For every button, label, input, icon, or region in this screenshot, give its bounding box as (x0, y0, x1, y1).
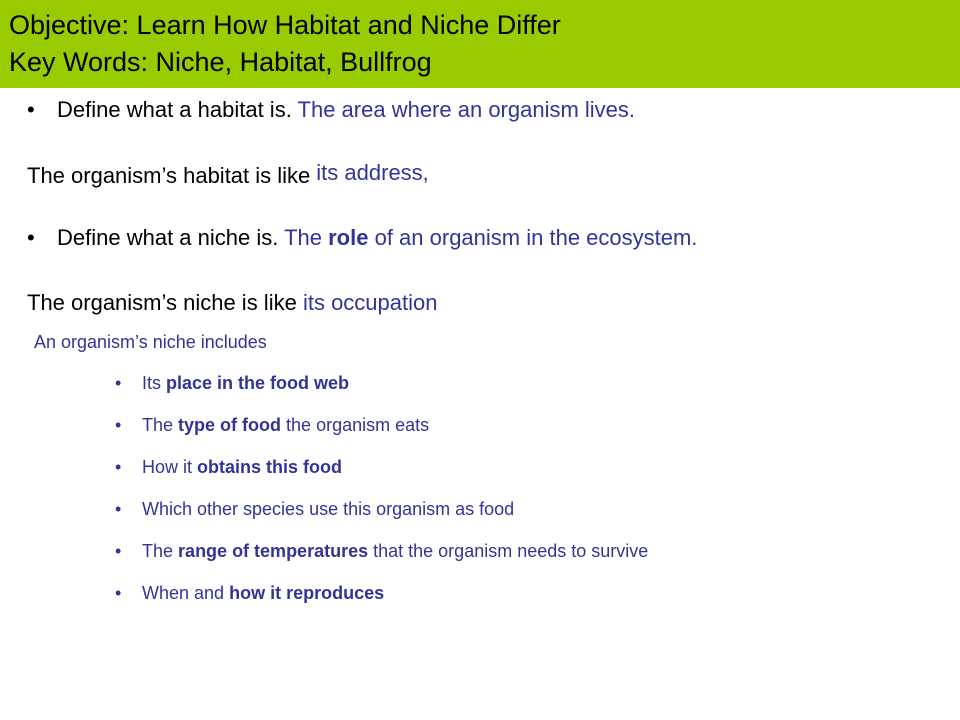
bullet-icon: • (27, 97, 35, 122)
bullet-icon: • (115, 415, 122, 435)
list-item-post: that the organism needs to survive (373, 541, 649, 561)
habitat-like-text: The organism’s habitat is like (27, 163, 311, 188)
list-item-bold: place in the food web (166, 373, 350, 393)
niche-answer: The role of an organism in the ecosystem. (284, 225, 698, 250)
bullet-icon: • (115, 373, 122, 393)
list-item-bold: obtains this food (197, 457, 343, 477)
list-item (115, 414, 648, 436)
habitat-analogy (27, 160, 429, 189)
habitat-like-answer: its address, (316, 160, 429, 185)
list-item-bold: range of temperatures (178, 541, 369, 561)
niche-definition (27, 225, 697, 251)
slide-title: Objective: Learn How Habitat and Niche Differ (9, 10, 561, 40)
bullet-icon: • (115, 457, 122, 477)
list-item-pre: How it (142, 457, 193, 477)
list-item-post: the organism eats (286, 415, 430, 435)
niche-analogy (27, 290, 437, 316)
bullet-icon: • (115, 541, 122, 561)
niche-question: Define what a niche is. (57, 225, 279, 250)
niche-like-answer: its occupation (302, 290, 438, 315)
bullet-icon: • (115, 583, 122, 603)
list-item-pre: When and (142, 583, 225, 603)
list-item-pre: Which other species use this organism as food (142, 499, 515, 519)
list-item (115, 540, 648, 562)
list-item-bold: type of food (178, 415, 282, 435)
list-item-pre: Its (142, 373, 162, 393)
list-item-pre: The (142, 415, 174, 435)
key-words: Key Words: Niche, Habitat, Bullfrog (9, 47, 432, 77)
habitat-answer: The area where an organism lives. (297, 97, 636, 122)
niche-answer-bold: role (328, 225, 369, 250)
niche-includes-list (115, 372, 648, 624)
list-item-bold: how it reproduces (229, 583, 385, 603)
list-item (115, 582, 648, 604)
bullet-icon: • (115, 499, 122, 519)
list-item (115, 456, 648, 478)
habitat-question: Define what a habitat is. (57, 97, 292, 122)
niche-like-text: The organism’s niche is like (27, 290, 297, 315)
list-item (115, 372, 648, 394)
includes-heading: An organism’s niche includes (34, 332, 267, 352)
list-item (115, 498, 648, 520)
list-item-pre: The (142, 541, 174, 561)
habitat-definition (27, 97, 635, 123)
bullet-icon: • (27, 225, 35, 250)
slide-header (0, 0, 960, 88)
